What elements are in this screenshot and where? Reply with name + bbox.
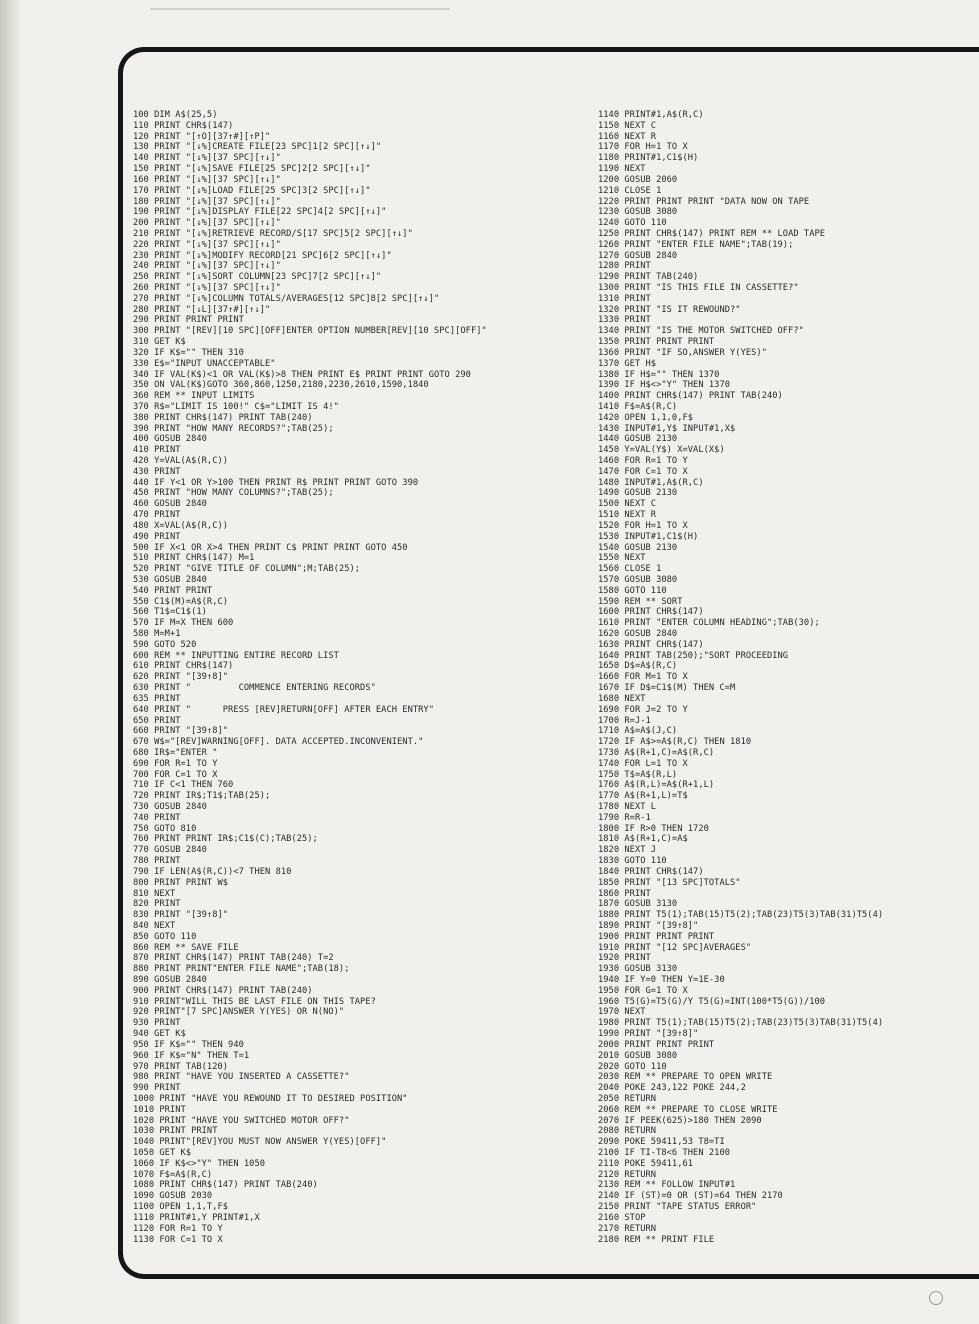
listing-right-column: 1140 PRINT#1,A$(R,C) 1150 NEXT C 1160 NEXT R 1170 FOR H=1 TO X 1180 PRINT#1,C1$(H) 1190 NEXT 1200 GOSUB 2060 1210 CLOSE 1 1220 PRINT PRINT PRINT "DATA NOW ON TAPE 1230 GOSUB 3080 1240 GOTO 110 1250 PRINT CHR$(147) PRINT REM ** LOAD TAPE 1260 PRINT "ENTER FILE NAME";TAB(19); 1270 GOSUB 2840 1280 PRINT 1290 PRINT TAB(240) 1300 PRINT "IS THIS FILE IN CASSETTE?" 1310 PRINT 1320 PRINT "IS IT REWOUND?" 1330 PRINT 1340 PRINT "IS THE MOTOR SWITCHED OFF?" 1350 PRINT PRINT PRINT 1360 PRINT "IF SO,ANSWER Y(YES)" 1370 GET H$ 1380 IF H$="" THEN 1370 1390 IF H$<>"Y" THEN 1370 1400 PRINT CHR$(147) PRINT TAB(240) 1410 F$=A$(R,C) 1420 OPEN 1,1,0,F$ 1430 INPUT#1,Y$ INPUT#1,X$ 1440 GOSUB 2130 1450 Y=VAL(Y$) X=VAL(X$) 1460 FOR R=1 TO Y 1470 FOR C=1 TO X 1480 INPUT#1,A$(R,C) 1490 GOSUB 2130 1500 NEXT C 1510 NEXT R 1520 FOR H=1 TO X 1530 INPUT#1,C1$(H) 1540 GOSUB 2130 1550 NEXT 1560 CLOSE 1 1570 GOSUB 3080 1580 GOTO 110 1590 REM ** SORT 1600 PRINT CHR$(147) 1610 PRINT "ENTER COLUMN HEADING";TAB(30); 1620 GOSUB 2840 1630 PRINT CHR$(147) 1640 PRINT TAB(250);"SORT PROCEEDING 1650 D$=A$(R,C) 1660 FOR M=1 TO X 1670 IF D$=C1$(M) THEN C=M 1680 NEXT 1690 FOR J=2 TO Y 1700 R=J-1 1710 A$=A$(J,C) 1720 IF A$>=A$(R,C) THEN 1810 1730 A$(R+1,C)=A$(R,C) 1740 FOR L=1 TO X 1750 T$=A$(R,L) 1760 A$(R,L)=A$(R+1,L) 1770 A$(R+1,L)=T$ 1780 NEXT L 1790 R=R-1 1800 IF R>0 THEN 1720 1810 A$(R+1,C)=A$ 1820 NEXT J 1830 GOTO 110 1840 PRINT CHR$(147) 1850 PRINT "[13 SPC]TOTALS" 1860 PRINT 1870 GOSUB 3130 1880 PRINT T5(1);TAB(15)T5(2);TAB(23)T5(3)TAB(31)T5(4) 1890 PRINT "[39↑8]" 1900 PRINT PRINT PRINT 1910 PRINT "[12 SPC]AVERAGES" 1920 PRINT 1930 GOSUB 3130 1940 IF Y=0 THEN Y=1E-30 1950 FOR G=1 TO X 1960 T5(G)=T5(G)/Y T5(G)=INT(100*T5(G))/100 1970 NEXT 1980 PRINT T5(1);TAB(15)T5(2);TAB(23)T5(3)TAB(31)T5(4) 1990 PRINT "[39↑8]" 2000 PRINT PRINT PRINT 2010 GOSUB 3080 2020 GOTO 110 2030 REM ** PREPARE TO OPEN WRITE 2040 POKE 243,122 POKE 244,2 2050 RETURN 2060 REM ** PREPARE TO CLOSE WRITE 2070 IF PEEK(625)>180 THEN 2090 2080 RETURN 2090 POKE 59411,53 T8=TI 2100 IF TI-T8<6 THEN 2100 2110 POKE 59411,61 2120 RETURN 2130 REM ** FOLLOW INPUT#1 2140 IF (ST)=0 OR (ST)=64 THEN 2170 2150 PRINT "TAPE STATUS ERROR" 2160 STOP 2170 RETURN 2180 REM ** PRINT FILE [598,110,884,1245]
listing-left-column: 100 DIM A$(25,5) 110 PRINT CHR$(147) 120 PRINT "[↑O][37↑#][↑P]" 130 PRINT "[↓%]CREATE FILE[23 SPC]1[2 SPC][↑↓]" 140 PRINT "[↓%][37 SPC][↑↓]" 150 PRINT "[↓%]SAVE FILE[25 SPC]2[2 SPC][↑↓]" 160 PRINT "[↓%][37 SPC][↑↓]" 170 PRINT "[↓%]LOAD FILE[25 SPC]3[2 SPC][↑↓]" 180 PRINT "[↓%][37 SPC][↑↓]" 190 PRINT "[↓%]DISPLAY FILE[22 SPC]4[2 SPC][↑↓]" 200 PRINT "[↓%][37 SPC][↑↓]" 210 PRINT "[↓%]RETRIEVE RECORD/S[17 SPC]5[2 SPC][↑↓]" 220 PRINT "[↓%][37 SPC][↑↓]" 230 PRINT "[↓%]MODIFY RECORD[21 SPC]6[2 SPC][↑↓]" 240 PRINT "[↓%][37 SPC][↑↓]" 250 PRINT "[↓%]SORT COLUMN[23 SPC]7[2 SPC][↑↓]" 260 PRINT "[↓%][37 SPC][↑↓]" 270 PRINT "[↓%]COLUMN TOTALS/AVERAGES[12 SPC]8[2 SPC][↑↓]" 280 PRINT "[↓L][37↑#][↑↓]" 290 PRINT PRINT PRINT 300 PRINT "[REV][10 SPC][OFF]ENTER OPTION NUMBER[REV][10 SPC][OFF]" 310 GET K$ 320 IF K$="" THEN 310 330 E$="INPUT UNACCEPTABLE" 340 IF VAL(K$)<1 OR VAL(K$)>8 THEN PRINT E$ PRINT PRINT GOTO 290 350 ON VAL(K$)GOTO 360,860,1250,2180,2230,2610,1590,1840 360 REM ** INPUT LIMITS 370 R$="LIMIT IS 100!" C$="LIMIT IS 4!" 380 PRINT CHR$(147) PRINT TAB(240) 390 PRINT "HOW MANY RECORDS?";TAB(25); 400 GOSUB 2840 410 PRINT 420 Y=VAL(A$(R,C)) 430 PRINT 440 IF Y<1 OR Y>100 THEN PRINT R$ PRINT PRINT GOTO 390 450 PRINT "HOW MANY COLUMNS?";TAB(25); 460 GOSUB 2840 470 PRINT 480 X=VAL(A$(R,C)) 490 PRINT 500 IF X<1 OR X>4 THEN PRINT C$ PRINT PRINT GOTO 450 510 PRINT CHR$(147) M=1 520 PRINT "GIVE TITLE OF COLUMN";M;TAB(25); 530 GOSUB 2840 540 PRINT PRINT 550 C1$(M)=A$(R,C) 560 T1$=C1$(1) 570 IF M=X THEN 600 580 M=M+1 590 GOTO 520 600 REM ** INPUTTING ENTIRE RECORD LIST 610 PRINT CHR$(147) 620 PRINT "[39↑8]" 630 PRINT " COMMENCE ENTERING RECORDS" 635 PRINT 640 PRINT " PRESS [REV]RETURN[OFF] AFTER EACH ENTRY" 650 PRINT 660 PRINT "[39↑8]" 670 W$="[REV]WARNING[OFF]. DATA ACCEPTED.INCONVENIENT." 680 IR$="ENTER " 690 FOR R=1 TO Y 700 FOR C=1 TO X 710 IF C<1 THEN 760 720 PRINT IR$;T1$;TAB(25); 730 GOSUB 2840 740 PRINT 750 GOTO 810 760 PRINT PRINT IR$;C1$(C);TAB(25); 770 GOSUB 2840 780 PRINT 790 IF LEN(A$(R,C))<7 THEN 810 800 PRINT PRINT W$ 810 NEXT 820 PRINT 830 PRINT "[39↑8]" 840 NEXT 850 GOTO 110 860 REM ** SAVE FILE 870 PRINT CHR$(147) PRINT TAB(240) T=2 880 PRINT PRINT"ENTER FILE NAME";TAB(18); 890 GOSUB 2840 900 PRINT CHR$(147) PRINT TAB(240) 910 PRINT"WILL THIS BE LAST FILE ON THIS TAPE? 920 PRINT"[7 SPC]ANSWER Y(YES) OR N(NO)" 930 PRINT 940 GET K$ 950 IF K$="" THEN 940 960 IF K$="N" THEN T=1 970 PRINT TAB(120) 980 PRINT "HAVE YOU INSERTED A CASSETTE?" 990 PRINT 1000 PRINT "HAVE YOU REWOUND IT TO DESIRED POSITION" 1010 PRINT 1020 PRINT "HAVE YOU SWITCHED MOTOR OFF?" 1030 PRINT PRINT 1040 PRINT"[REV]YOU MUST NOW ANSWER Y(YES)[OFF]" 1050 GET K$ 1060 IF K$<>"Y" THEN 1050 1070 F$=A$(R,C) 1080 PRINT CHR$(147) PRINT TAB(240) 1090 GOSUB 2030 1100 OPEN 1,1,T,F$ 1110 PRINT#1,Y PRINT#1,X 1120 FOR R=1 TO Y 1130 FOR C=1 TO X [133,110,487,1245]
registration-circle-icon [929,1291,943,1305]
page-binding-edge [0,0,22,1324]
top-rule [150,8,450,10]
